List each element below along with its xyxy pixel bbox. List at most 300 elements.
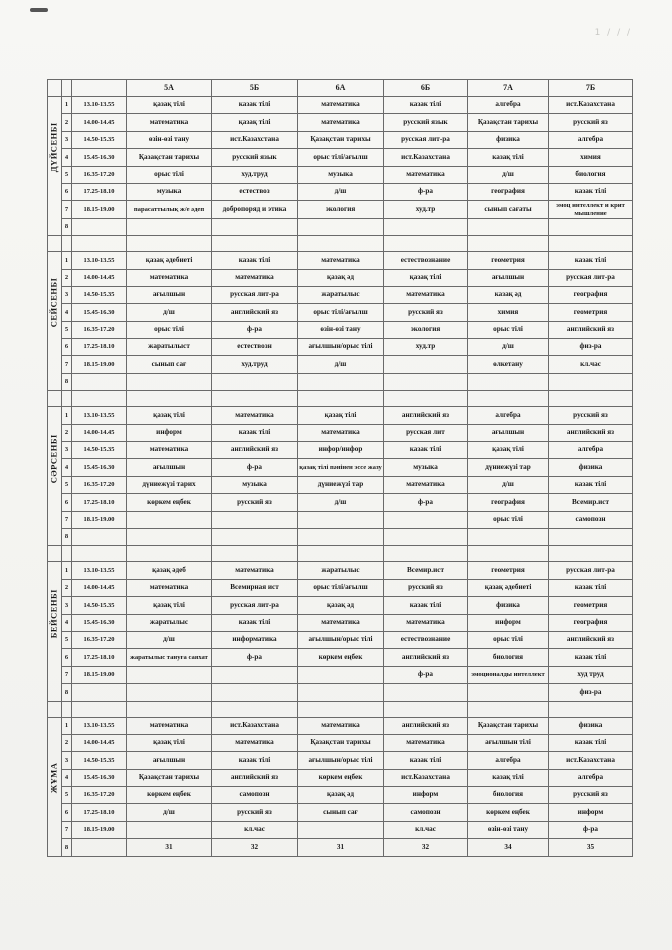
day-label: БЕЙСЕНБІ: [48, 588, 59, 638]
lesson-time: 15.45-16.30: [72, 304, 127, 321]
lesson-time: 13.10-13.55: [72, 562, 127, 579]
subject-cell: математика: [127, 442, 212, 459]
lesson-row: [48, 218, 633, 235]
subject-cell: д/ш: [298, 356, 384, 373]
lesson-number: 2: [62, 269, 72, 286]
subject-cell: Қазақстан тарихы: [298, 734, 384, 751]
subject-cell: 35: [549, 839, 633, 856]
lesson-row: [48, 149, 633, 166]
subject-cell: ист.Казахстана: [384, 149, 468, 166]
header-empty: [48, 80, 62, 97]
subject-cell: математика: [212, 407, 298, 424]
subject-cell: информ: [127, 424, 212, 441]
subject-cell: жаратылыст: [127, 339, 212, 356]
day-cell: [48, 717, 62, 856]
subject-cell: [549, 373, 633, 390]
separator-cell: [72, 391, 127, 407]
subject-cell: самопозн: [549, 511, 633, 528]
lesson-number: 3: [62, 286, 72, 303]
lesson-row: [48, 769, 633, 786]
subject-cell: география: [468, 183, 549, 200]
subject-cell: геометрия: [468, 252, 549, 269]
subject-cell: [384, 528, 468, 545]
subject-cell: ағылшын: [127, 752, 212, 769]
subject-cell: кл.час: [212, 821, 298, 838]
subject-cell: математика: [298, 114, 384, 131]
subject-cell: математика: [384, 476, 468, 493]
subject-cell: музыка: [212, 476, 298, 493]
separator-cell: [62, 236, 72, 252]
lesson-number: 7: [62, 821, 72, 838]
subject-cell: казак тілі: [212, 252, 298, 269]
subject-cell: самопозн: [384, 804, 468, 821]
subject-cell: ф-ра: [549, 821, 633, 838]
lesson-time: [72, 373, 127, 390]
subject-cell: русский язык: [212, 149, 298, 166]
subject-cell: қазақ тілі пәнінен эссе жазу: [298, 459, 384, 476]
subject-cell: самопозн: [212, 787, 298, 804]
subject-cell: [127, 373, 212, 390]
lesson-row: [48, 511, 633, 528]
subject-cell: өзін-өзі тану: [468, 821, 549, 838]
subject-cell: [212, 666, 298, 683]
subject-cell: физика: [468, 131, 549, 148]
subject-cell: математика: [127, 579, 212, 596]
lesson-time: 14.50-15.35: [72, 131, 127, 148]
subject-cell: [384, 356, 468, 373]
lesson-row: [48, 804, 633, 821]
subject-cell: д/ш: [468, 339, 549, 356]
subject-cell: музыка: [298, 166, 384, 183]
subject-cell: [127, 218, 212, 235]
subject-cell: дүниежүзі тар: [468, 459, 549, 476]
lesson-row: [48, 787, 633, 804]
subject-cell: [298, 528, 384, 545]
subject-cell: русский яз: [384, 579, 468, 596]
subject-cell: алгебра: [549, 442, 633, 459]
subject-cell: [298, 511, 384, 528]
subject-cell: 31: [298, 839, 384, 856]
subject-cell: химия: [468, 304, 549, 321]
separator-cell: [384, 236, 468, 252]
separator-cell: [468, 391, 549, 407]
lesson-time: 17.25-18.10: [72, 183, 127, 200]
lesson-row: [48, 717, 633, 734]
subject-cell: сынып сағ: [298, 804, 384, 821]
separator-cell: [72, 236, 127, 252]
separator-cell: [127, 391, 212, 407]
lesson-row: [48, 339, 633, 356]
subject-cell: [298, 684, 384, 701]
subject-cell: казак тілі: [384, 97, 468, 114]
subject-cell: сынып сағаты: [468, 201, 549, 218]
subject-cell: русская лит-ра: [212, 286, 298, 303]
separator-cell: [62, 546, 72, 562]
separator-cell: [549, 701, 633, 717]
lesson-time: 17.25-18.10: [72, 339, 127, 356]
subject-cell: худ труд: [549, 666, 633, 683]
lesson-row: [48, 666, 633, 683]
subject-cell: Қазақстан тарихы: [127, 769, 212, 786]
subject-cell: информ: [549, 804, 633, 821]
subject-cell: худ.труд: [212, 166, 298, 183]
separator-cell: [298, 391, 384, 407]
header-row: [48, 80, 633, 97]
lesson-row: [48, 494, 633, 511]
subject-cell: русский язык: [384, 114, 468, 131]
lesson-number: 8: [62, 218, 72, 235]
subject-cell: ист.Казахстана: [549, 97, 633, 114]
subject-cell: Қазақстан тарихы: [468, 114, 549, 131]
day-cell: [48, 407, 62, 546]
subject-cell: эмоц интеллект и крит мышление: [549, 201, 633, 218]
subject-cell: математика: [384, 614, 468, 631]
separator-cell: [212, 236, 298, 252]
subject-cell: русская лит-ра: [549, 269, 633, 286]
subject-cell: казак тілі: [212, 97, 298, 114]
subject-cell: қазақ тілі: [298, 407, 384, 424]
subject-cell: английский яз: [549, 424, 633, 441]
lesson-number: 7: [62, 511, 72, 528]
lesson-number: 6: [62, 804, 72, 821]
subject-cell: д/ш: [468, 476, 549, 493]
lesson-time: 18.15-19.00: [72, 356, 127, 373]
lesson-row: [48, 614, 633, 631]
subject-cell: информ: [384, 787, 468, 804]
lesson-number: 5: [62, 166, 72, 183]
separator-cell: [48, 701, 62, 717]
subject-cell: парасаттылық ж/е әдеп: [127, 201, 212, 218]
lesson-row: [48, 476, 633, 493]
subject-cell: [549, 218, 633, 235]
subject-cell: қазақ тілі: [127, 97, 212, 114]
subject-cell: алгебра: [549, 769, 633, 786]
lesson-time: 14.00-14.45: [72, 114, 127, 131]
lesson-row: [48, 734, 633, 751]
subject-cell: математика: [298, 424, 384, 441]
day-separator-row: [48, 701, 633, 717]
subject-cell: [127, 666, 212, 683]
subject-cell: физ-ра: [549, 684, 633, 701]
subject-cell: английский яз: [212, 442, 298, 459]
subject-cell: казак тілі: [549, 183, 633, 200]
subject-cell: қазақ тілі: [212, 114, 298, 131]
subject-cell: ағылшын/орыс тілі: [298, 752, 384, 769]
subject-cell: русский яз: [549, 407, 633, 424]
subject-cell: өзін-өзі тану: [127, 131, 212, 148]
subject-cell: казак тілі: [384, 752, 468, 769]
subject-cell: английский яз: [549, 631, 633, 648]
class-header: 6Б: [384, 80, 468, 97]
separator-cell: [48, 236, 62, 252]
subject-cell: русская лит-ра: [384, 131, 468, 148]
schedule-body: [48, 97, 633, 857]
subject-cell: [212, 684, 298, 701]
subject-cell: добропоряд и этика: [212, 201, 298, 218]
subject-cell: қазақ әд: [298, 269, 384, 286]
day-cell: [48, 562, 62, 701]
lesson-time: 14.00-14.45: [72, 269, 127, 286]
subject-cell: химия: [549, 149, 633, 166]
lesson-row: [48, 304, 633, 321]
subject-cell: математика: [298, 97, 384, 114]
lesson-row: [48, 321, 633, 338]
subject-cell: [384, 218, 468, 235]
subject-cell: ф-ра: [212, 649, 298, 666]
subject-cell: д/ш: [298, 183, 384, 200]
subject-cell: [298, 373, 384, 390]
subject-cell: ист.Казахстана: [549, 752, 633, 769]
subject-cell: геометрия: [468, 562, 549, 579]
subject-cell: орыс тілі: [468, 631, 549, 648]
lesson-number: 8: [62, 684, 72, 701]
subject-cell: [384, 373, 468, 390]
lesson-number: 5: [62, 476, 72, 493]
subject-cell: көркем еңбек: [298, 649, 384, 666]
subject-cell: Қазақстан тарихы: [127, 149, 212, 166]
lesson-number: 7: [62, 201, 72, 218]
lesson-number: 3: [62, 442, 72, 459]
separator-cell: [298, 701, 384, 717]
subject-cell: география: [468, 494, 549, 511]
lesson-time: 15.45-16.30: [72, 769, 127, 786]
subject-cell: өзін-өзі тану: [298, 321, 384, 338]
subject-cell: [127, 684, 212, 701]
lesson-number: 1: [62, 97, 72, 114]
lesson-row: [48, 839, 633, 856]
subject-cell: ағылшын: [468, 424, 549, 441]
subject-cell: ф-ра: [384, 666, 468, 683]
lesson-time: 14.00-14.45: [72, 579, 127, 596]
subject-cell: математика: [212, 269, 298, 286]
subject-cell: физика: [549, 717, 633, 734]
lesson-time: [72, 218, 127, 235]
lesson-row: [48, 528, 633, 545]
subject-cell: жаратылыс тануға саяхат: [127, 649, 212, 666]
subject-cell: ист.Казахстана: [212, 131, 298, 148]
lesson-time: 15.45-16.30: [72, 614, 127, 631]
subject-cell: сынып сағ: [127, 356, 212, 373]
subject-cell: көркем еңбек: [127, 787, 212, 804]
day-label: ДҮЙСЕНБІ: [48, 122, 59, 173]
subject-cell: орыс тілі/ағылш: [298, 149, 384, 166]
subject-cell: [468, 373, 549, 390]
lesson-row: [48, 166, 633, 183]
separator-cell: [298, 546, 384, 562]
subject-cell: экология: [298, 201, 384, 218]
subject-cell: биология: [549, 166, 633, 183]
lesson-time: 13.10-13.55: [72, 717, 127, 734]
subject-cell: орыс тілі/ағылш: [298, 579, 384, 596]
subject-cell: қазақ тілі: [468, 442, 549, 459]
subject-cell: естествознание: [384, 252, 468, 269]
separator-cell: [72, 546, 127, 562]
subject-cell: математика: [384, 734, 468, 751]
separator-cell: [62, 391, 72, 407]
lesson-row: [48, 459, 633, 476]
class-header: 7A: [468, 80, 549, 97]
subject-cell: 32: [212, 839, 298, 856]
day-separator-row: [48, 546, 633, 562]
lesson-row: [48, 407, 633, 424]
subject-cell: қазақ әдеб: [127, 562, 212, 579]
subject-cell: физ-ра: [549, 339, 633, 356]
subject-cell: қазақ тілі: [127, 597, 212, 614]
subject-cell: математика: [127, 717, 212, 734]
separator-cell: [468, 546, 549, 562]
subject-cell: [298, 821, 384, 838]
subject-cell: казақ әд: [468, 286, 549, 303]
lesson-time: 14.00-14.45: [72, 424, 127, 441]
subject-cell: [212, 373, 298, 390]
lesson-number: 2: [62, 734, 72, 751]
subject-cell: [127, 511, 212, 528]
lesson-number: 4: [62, 459, 72, 476]
subject-cell: английский яз: [212, 769, 298, 786]
subject-cell: қазақ әдебиеті: [468, 579, 549, 596]
lesson-number: 5: [62, 321, 72, 338]
subject-cell: көркем еңбек: [298, 769, 384, 786]
subject-cell: ист.Казахстана: [212, 717, 298, 734]
subject-cell: [468, 528, 549, 545]
lesson-row: [48, 597, 633, 614]
subject-cell: [468, 218, 549, 235]
subject-cell: математика: [298, 717, 384, 734]
day-cell: [48, 252, 62, 391]
subject-cell: английский яз: [384, 407, 468, 424]
subject-cell: русский яз: [384, 304, 468, 321]
separator-cell: [127, 546, 212, 562]
subject-cell: казак тілі: [549, 734, 633, 751]
lesson-time: 14.50-15.35: [72, 286, 127, 303]
lesson-time: 14.50-15.35: [72, 752, 127, 769]
subject-cell: казак тілі: [549, 649, 633, 666]
subject-cell: математика: [212, 562, 298, 579]
separator-cell: [468, 236, 549, 252]
day-separator-row: [48, 391, 633, 407]
lesson-number: 2: [62, 114, 72, 131]
subject-cell: жаратылыс: [298, 562, 384, 579]
subject-cell: математика: [127, 269, 212, 286]
lesson-time: 18.15-19.00: [72, 666, 127, 683]
subject-cell: д/ш: [127, 804, 212, 821]
subject-cell: ағылшын/орыс тілі: [298, 631, 384, 648]
subject-cell: Всемир.ист: [549, 494, 633, 511]
subject-cell: английский яз: [549, 321, 633, 338]
subject-cell: худ.тр: [384, 339, 468, 356]
subject-cell: ағылшын: [127, 459, 212, 476]
lesson-row: [48, 286, 633, 303]
subject-cell: казак тілі: [384, 442, 468, 459]
lesson-number: 6: [62, 649, 72, 666]
lesson-number: 1: [62, 717, 72, 734]
subject-cell: русская лит-ра: [549, 562, 633, 579]
subject-cell: казак тілі: [212, 614, 298, 631]
subject-cell: [127, 528, 212, 545]
subject-cell: русский яз: [549, 114, 633, 131]
subject-cell: өлкетану: [468, 356, 549, 373]
lesson-number: 8: [62, 373, 72, 390]
corner-note: 1 / / /: [594, 28, 632, 38]
subject-cell: алгебра: [549, 131, 633, 148]
subject-cell: алгебра: [468, 407, 549, 424]
lesson-time: 14.50-15.35: [72, 597, 127, 614]
lesson-row: [48, 114, 633, 131]
lesson-time: 17.25-18.10: [72, 494, 127, 511]
lesson-time: 18.15-19.00: [72, 821, 127, 838]
lesson-number: 8: [62, 839, 72, 856]
subject-cell: информатика: [212, 631, 298, 648]
day-label: СӘРСЕНБІ: [48, 433, 59, 483]
subject-cell: английский яз: [384, 649, 468, 666]
subject-cell: русский яз: [549, 787, 633, 804]
lesson-number: 6: [62, 494, 72, 511]
lesson-number: 3: [62, 131, 72, 148]
lesson-row: [48, 269, 633, 286]
lesson-number: 6: [62, 183, 72, 200]
subject-cell: русский яз: [212, 494, 298, 511]
subject-cell: көркем еңбек: [127, 494, 212, 511]
subject-cell: информ: [468, 614, 549, 631]
separator-cell: [468, 701, 549, 717]
subject-cell: ф-ра: [384, 494, 468, 511]
lesson-number: 2: [62, 579, 72, 596]
lesson-time: 17.25-18.10: [72, 804, 127, 821]
lesson-row: [48, 131, 633, 148]
subject-cell: [212, 511, 298, 528]
separator-cell: [62, 701, 72, 717]
lesson-time: 15.45-16.30: [72, 149, 127, 166]
separator-cell: [48, 546, 62, 562]
subject-cell: [212, 218, 298, 235]
day-separator-row: [48, 236, 633, 252]
separator-cell: [212, 701, 298, 717]
lesson-time: 16.35-17.20: [72, 166, 127, 183]
separator-cell: [384, 701, 468, 717]
lesson-time: 17.25-18.10: [72, 649, 127, 666]
separator-cell: [72, 701, 127, 717]
lesson-row: [48, 752, 633, 769]
subject-cell: русская лит-ра: [212, 597, 298, 614]
subject-cell: музыка: [384, 459, 468, 476]
subject-cell: қазақ тілі: [127, 407, 212, 424]
subject-cell: геометрия: [549, 304, 633, 321]
lesson-number: 4: [62, 304, 72, 321]
subject-cell: алгебра: [468, 97, 549, 114]
subject-cell: [549, 528, 633, 545]
separator-cell: [384, 546, 468, 562]
subject-cell: орыс тілі: [468, 321, 549, 338]
subject-cell: худ.труд: [212, 356, 298, 373]
subject-cell: 32: [384, 839, 468, 856]
subject-cell: физика: [468, 597, 549, 614]
subject-cell: ағылшын тілі: [468, 734, 549, 751]
subject-cell: 31: [127, 839, 212, 856]
subject-cell: математика: [384, 166, 468, 183]
subject-cell: математика: [298, 252, 384, 269]
subject-cell: математика: [298, 614, 384, 631]
subject-cell: казак тілі: [384, 597, 468, 614]
lesson-row: [48, 356, 633, 373]
subject-cell: эмоционалды интеллект: [468, 666, 549, 683]
lesson-number: 8: [62, 528, 72, 545]
separator-cell: [298, 236, 384, 252]
lesson-time: 16.35-17.20: [72, 787, 127, 804]
subject-cell: [384, 511, 468, 528]
lesson-number: 5: [62, 787, 72, 804]
subject-cell: биология: [468, 649, 549, 666]
lesson-row: [48, 201, 633, 218]
